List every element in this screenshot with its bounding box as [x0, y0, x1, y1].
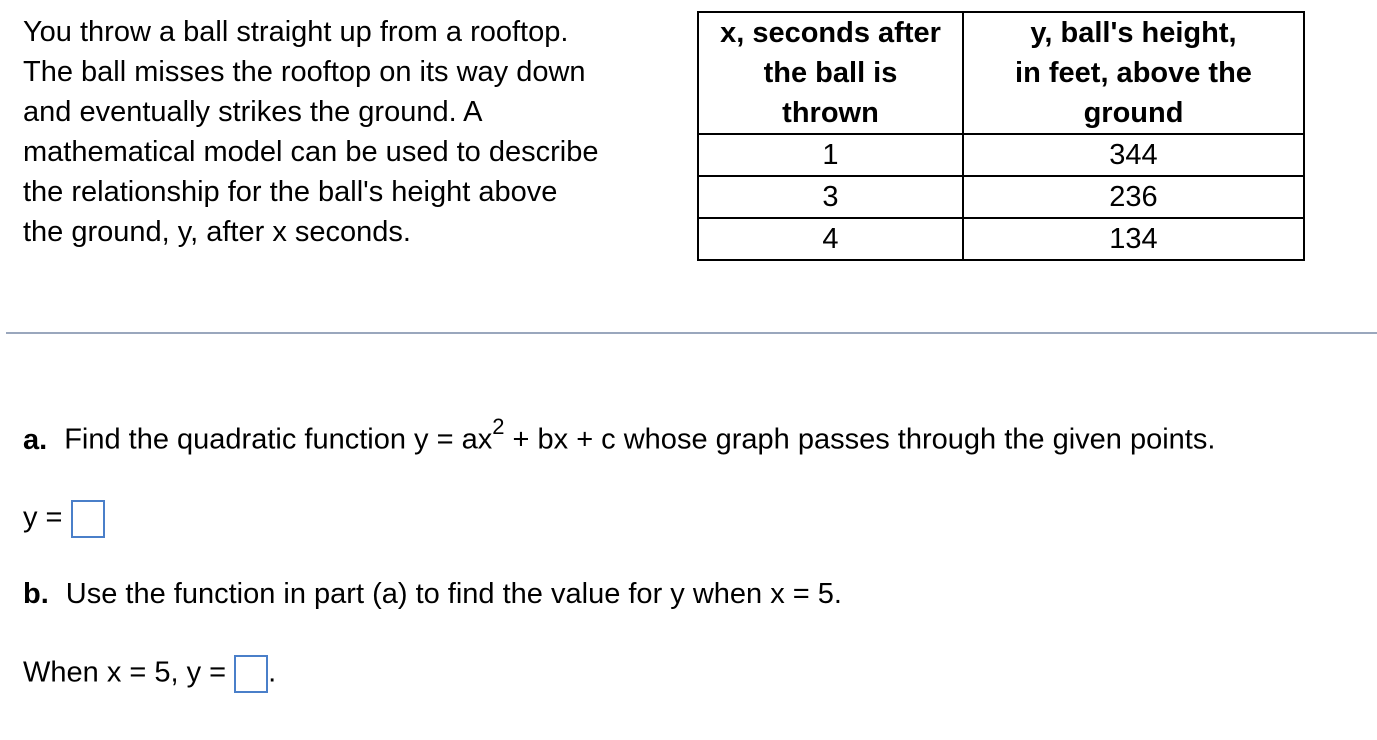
- part-a-answer-prefix: y =: [23, 501, 63, 534]
- intro-line: mathematical model can be used to describe: [23, 136, 599, 168]
- part-a-text-before: Find the quadratic function y = ax: [64, 423, 493, 456]
- cell-x: 4: [698, 218, 963, 260]
- header-x-line: thrown: [782, 97, 879, 129]
- header-y: [963, 12, 1304, 134]
- part-a-exponent: 2: [492, 414, 505, 439]
- data-table: [697, 11, 1305, 261]
- table-header-row: [698, 12, 1304, 134]
- cell-y: 236: [963, 176, 1304, 218]
- part-b-text: Use the function in part (a) to find the value for y when x = 5.: [65, 578, 842, 610]
- header-x: [698, 12, 963, 134]
- part-b-question: [23, 578, 842, 611]
- intro-line: and eventually strikes the ground. A: [23, 96, 483, 128]
- table-row: [698, 176, 1304, 218]
- part-a-letter: a.: [23, 423, 48, 456]
- section-divider: [6, 332, 1377, 334]
- intro-line: The ball misses the rooftop on its way down: [23, 56, 586, 88]
- part-b-answer-prefix: When x = 5, y =: [23, 656, 227, 689]
- header-y-line: in feet, above the: [1015, 57, 1252, 89]
- intro-line: the relationship for the ball's height above: [23, 176, 558, 208]
- cell-x: 3: [698, 176, 963, 218]
- part-a-answer-row: [23, 500, 105, 538]
- part-a-text-after: + bx + c whose graph passes through the given points.: [504, 423, 1216, 456]
- cell-y: 344: [963, 134, 1304, 176]
- part-b-letter: b.: [23, 578, 49, 610]
- intro-line: You throw a ball straight up from a rooftop.: [23, 16, 569, 48]
- table-row: [698, 218, 1304, 260]
- part-b-answer-row: [23, 655, 276, 693]
- intro-line: the ground, y, after x seconds.: [23, 216, 411, 248]
- cell-y: 134: [963, 218, 1304, 260]
- header-x-line: x, seconds after: [720, 17, 941, 49]
- header-x-line: the ball is: [763, 57, 898, 89]
- table-row: [698, 134, 1304, 176]
- header-y-line: y, ball's height,: [1030, 17, 1237, 49]
- part-b-answer-input[interactable]: [234, 655, 268, 693]
- part-b-answer-suffix: .: [268, 656, 277, 689]
- part-a-question: [23, 414, 1216, 457]
- problem-intro: [23, 12, 683, 252]
- cell-x: 1: [698, 134, 963, 176]
- header-y-line: ground: [1083, 97, 1184, 129]
- part-a-answer-input[interactable]: [71, 500, 105, 538]
